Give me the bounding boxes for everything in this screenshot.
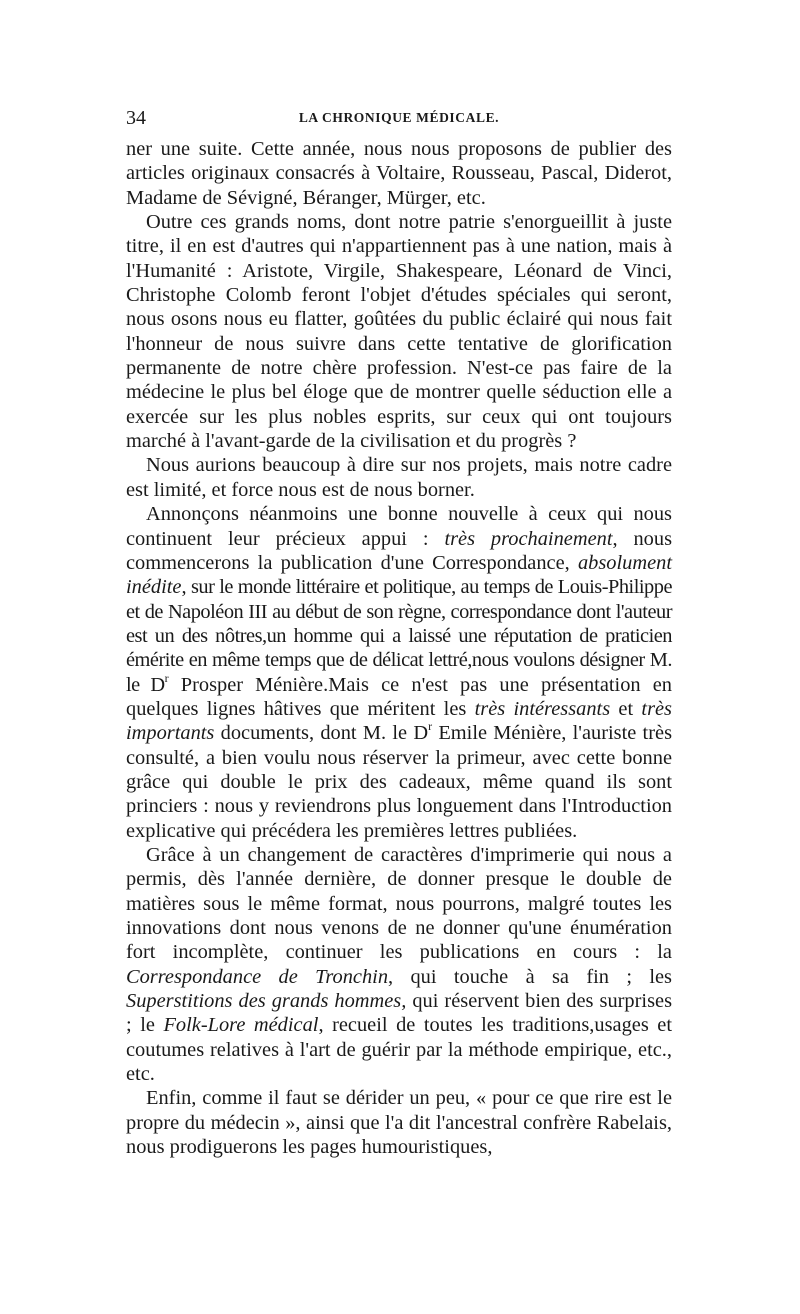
paragraph-1: ner une suite. Cette année, nous nous proposons de publier des articles originaux consacrés à Voltaire, Rousseau, Pascal, Diderot, Madame de Sévigné, Béranger, Mürger, etc. [126, 138, 672, 209]
paragraph-5-italic-a: Correspondance de Tronchin [126, 965, 389, 988]
paragraph-4-text-a: Annonçons néanmoins une bonne nouvelle à ceux qui nous continuent leur précieux appui : [126, 503, 672, 550]
paragraph-4-text-b: , nous commencerons la publication d'une Correspondance, [126, 527, 673, 574]
paragraph-2: Outre ces grands noms, dont notre patrie s'enorgueillit à juste titre, il en est d'autres qui n'appartiennent pas à une nation, mais à l'Humanité : Aristote, Virgile, Shakespeare, Léonard de Vinci, Christophe Colomb feront l'objet d'études spéciales qui seront, nous osons nous eu flatter, goûtées du public éclairé qui nous fait l'honneur de nous suivre dans cette tentative de glorification permanente de notre chère profession. N'est-ce pas faire de la médecine le plus bel éloge que de montrer quelle séduction elle a exercée sur les plus nobles esprits, sur ceux qui ont toujours marché à l'avant-garde de la civilisation et du progrès ? [126, 211, 672, 453]
paragraph-4-text-g: Emile Ménière, l'auriste très consulté, a bien voulu nous réserver la primeur, avec cette bonne grâce qui double le prix des cadeaux, même quand ils sont princiers : nous y reviendrons plus longuement dans l'Introduction explicative qui précédera les premières lettres publiées. [126, 722, 673, 842]
paragraph-5 [126, 843, 672, 1086]
paragraph-4-italic-a: très prochainement [444, 527, 613, 550]
page-header [126, 103, 672, 133]
paragraph-4-italic-b: absolument inédite [126, 551, 672, 599]
paragraph-4-italic-d: très importants [126, 697, 672, 745]
running-title: LA CHRONIQUE MÉDICALE. [298, 110, 500, 125]
paragraph-4-text-f: documents, dont M. le D [214, 722, 429, 745]
paragraph-5-italic-b: Superstitions des grands hommes, [126, 990, 407, 1013]
paragraph-4-text-e: et [610, 697, 642, 720]
paragraph-5-text-c: qui réservent bien des surprises ; le [126, 990, 673, 1037]
page-number: 34 [126, 107, 146, 129]
paragraph-4-text-d: Prosper Ménière.Mais ce n'est pas une présentation en quelques lignes hâtives que méritent les [126, 673, 672, 720]
paragraph-4-superscript-2: r [428, 719, 433, 734]
paragraph-5-text-b: , qui touche à sa fin ; les [388, 965, 672, 988]
paragraph-4-superscript-1: r [164, 670, 169, 685]
body-text [126, 137, 672, 1159]
paragraph-4-text-c: , sur le monde littéraire et politique, au temps de Louis-Philippe et de Napoléon III au début de son règne, correspondance dont l'auteur est un des nôtres,un homme qui a laissé une réputation de praticien émérite en même temps que de délicat lettré,nous voulons désigner M. le D [126, 576, 672, 696]
paragraph-4 [126, 502, 672, 843]
paragraph-5-italic-c: Folk-Lore médical [163, 1014, 319, 1037]
paragraph-3: Nous aurions beaucoup à dire sur nos projets, mais notre cadre est limité, et force nous est de nous borner. [126, 454, 672, 501]
paragraph-4-italic-c: très intéressants [474, 697, 611, 720]
paragraph-6: Enfin, comme il faut se dérider un peu, « pour ce que rire est le propre du médecin », ainsi que l'a dit l'ancestral confrère Rabelais, nous prodiguerons les pages humouristiques, [126, 1087, 672, 1159]
paragraph-5-text-a: Grâce à un changement de caractères d'imprimerie qui nous a permis, dès l'année dernière, de donner presque le double de matières sous le même format, nous pourrons, malgré toutes les innovations dont nous venons de ne donner qu'une énumération fort incomplète, continuer les publications en cours : la [126, 843, 672, 964]
paragraph-5-text-d: , recueil de toutes les traditions,usages et coutumes relatives à l'art de guérir par la méthode empirique, etc., etc. [126, 1014, 672, 1086]
